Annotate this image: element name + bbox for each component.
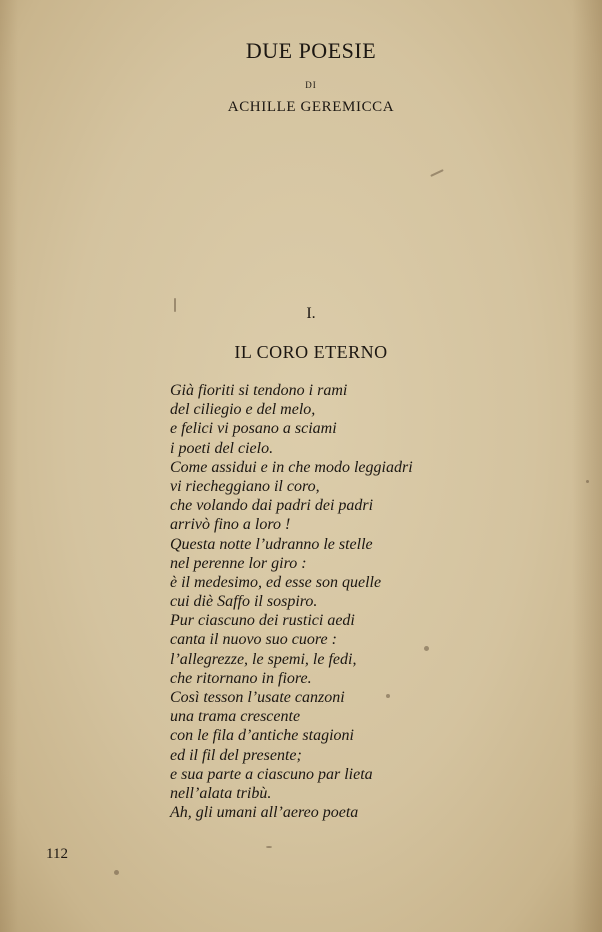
paper-speck (424, 646, 429, 651)
paper-speck (586, 480, 589, 483)
poem-title: IL CORO ETERNO (234, 342, 388, 362)
poem-line: arrivò fino a loro ! (170, 516, 291, 534)
page-title: DUE POESIE (245, 38, 377, 63)
author-name: ACHILLE GEREMICCA (227, 99, 395, 115)
poem-body (170, 381, 500, 822)
poem-line: canta il nuovo suo cuore : (170, 631, 337, 649)
section-number: I. (306, 305, 316, 322)
poem-line: con le fila d’antiche stagioni (170, 727, 354, 745)
poem-line: che ritornano in fiore. (170, 669, 312, 687)
poem-line: Già fioriti si tendono i rami (170, 382, 348, 399)
poem-line: e sua parte a ciascuno par lieta (170, 765, 373, 783)
poem-line: Così tesson l’usate canzoni (170, 689, 345, 706)
poem-line: che volando dai padri dei padri (170, 497, 374, 515)
poem-line: Ah, gli umani all’aereo poeta (170, 804, 359, 822)
poem-line: nell’alata tribù. (170, 784, 272, 802)
poem-line: è il medesimo, ed esse son quelle (170, 573, 382, 591)
poem-line: del ciliegio e del melo, (170, 401, 316, 419)
poem-line: vi riecheggiano il coro, (170, 477, 320, 495)
paper-speck (386, 694, 390, 698)
poem-line: Come assidui e in che modo leggiadri (170, 458, 413, 476)
page-edge-shadow-left (0, 0, 18, 932)
page-number: 112 (46, 846, 68, 862)
poem-line: una trama crescente (170, 708, 301, 726)
paper-speck (114, 870, 119, 875)
poem-line: nel perenne lor giro : (170, 554, 307, 572)
poem-line: Pur ciascuno dei rustici aedi (170, 612, 355, 630)
paper-speck (174, 298, 176, 312)
paper-speck (266, 846, 272, 848)
poem-line: cui diè Saffo il sospiro. (170, 593, 318, 611)
paper-speck (430, 169, 444, 177)
poem-line: e felici vi posano a sciami (170, 420, 337, 438)
poem-line: Questa notte l’udranno le stelle (170, 535, 373, 553)
page-edge-shadow-right (572, 0, 602, 932)
poem-line: l’allegrezze, le spemi, le fedi, (170, 650, 357, 668)
byline-di: DI (305, 80, 317, 90)
poem-line: i poeti del cielo. (170, 439, 274, 457)
poem-line: ed il fil del presente; (170, 746, 302, 764)
